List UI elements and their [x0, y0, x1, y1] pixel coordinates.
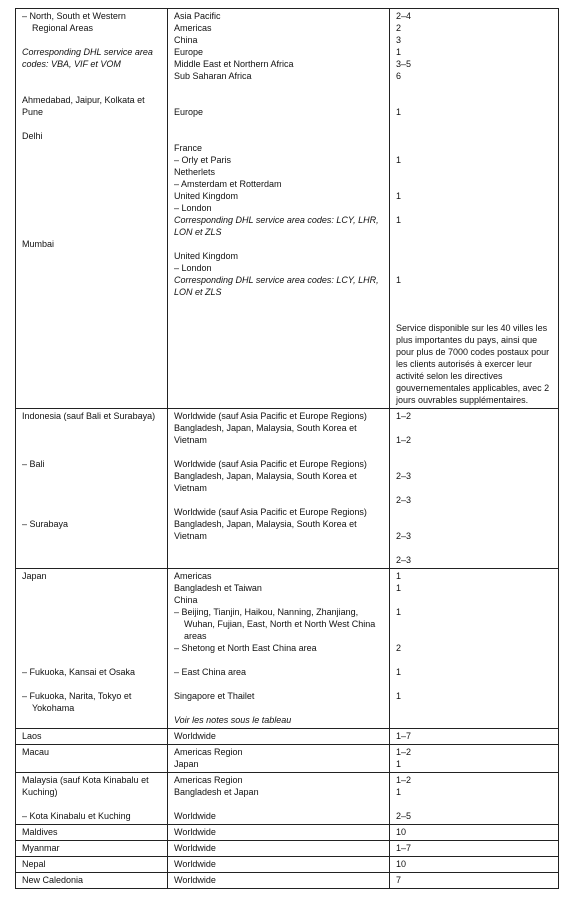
origin-cell: New Caledonia	[16, 873, 168, 889]
destination-line: China	[174, 595, 198, 605]
destination-line: Worldwide (sauf Asia Pacific et Europe Regions)	[174, 411, 367, 421]
origin-line: – North, South et Western	[22, 11, 126, 21]
destination-cell: Worldwide	[168, 825, 390, 841]
days-value: 1	[396, 691, 402, 701]
destination-line: Europe	[174, 107, 204, 117]
destination-line: – Amsterdam et Rotterdam	[174, 179, 282, 189]
destination-line: Bangladesh et Taiwan	[174, 583, 262, 593]
destination-cell	[168, 773, 390, 825]
table-row-japan	[16, 569, 559, 729]
service-area-note: Corresponding DHL service area codes: LCY, LHR, LON et ZLS	[174, 215, 379, 237]
days-value: 1	[396, 47, 402, 57]
days-value: 2–4	[396, 11, 412, 21]
days-value: 1	[396, 571, 402, 581]
table-row-nepal	[16, 857, 559, 873]
origin-cell: Myanmar	[16, 841, 168, 857]
destination-cell: Worldwide	[168, 857, 390, 873]
destination-line: Bangladesh, Japan, Malaysia, South Korea et Vietnam	[174, 471, 357, 493]
days-cell: 1–7	[390, 729, 559, 745]
destination-line: Europe	[174, 47, 204, 57]
origin-line: Mumbai	[22, 239, 55, 249]
destination-line: – East China area	[174, 667, 247, 677]
destination-cell: Worldwide	[168, 729, 390, 745]
service-note: Service disponible sur les 40 villes les plus importantes du pays, ainsi que pour plus de 7000 codes postaux pour les clients autorisés à exercer leur activité selon les directives gouvernementales applicables, avec 2 jours ouvrables supplémentaires.	[396, 323, 550, 405]
days-value: 1	[396, 155, 402, 165]
days-cell	[390, 773, 559, 825]
days-value: 2–3	[396, 471, 412, 481]
destination-line: Americas	[174, 571, 212, 581]
destination-line: United Kingdom	[174, 191, 239, 201]
destination-line: Americas Region	[174, 747, 243, 757]
destination-cell: Worldwide	[168, 873, 390, 889]
days-value: 3–5	[396, 59, 412, 69]
destination-cell	[168, 745, 390, 773]
days-value: 2–3	[396, 555, 412, 565]
destination-line: Sub Saharan Africa	[174, 71, 252, 81]
days-value: 2	[396, 23, 402, 33]
destination-line: Worldwide (sauf Asia Pacific et Europe Regions)	[174, 459, 367, 469]
destination-line: – Shetong et North East China area	[174, 643, 317, 653]
table-row-malaysia	[16, 773, 559, 825]
transit-times-table	[15, 8, 559, 889]
origin-line: Malaysia (sauf Kota Kinabalu et Kuching)	[22, 775, 149, 797]
days-value: 6	[396, 71, 402, 81]
days-cell	[390, 569, 559, 729]
origin-line: – Fukuoka, Narita, Tokyo et Yokohama	[22, 691, 132, 713]
origin-line: – Kota Kinabalu et Kuching	[22, 811, 131, 821]
table-row-laos	[16, 729, 559, 745]
origin-line: Regional Areas	[32, 23, 94, 33]
table-row-maldives	[16, 825, 559, 841]
destination-line: Asia Pacific	[174, 11, 221, 21]
days-value: 1–2	[396, 747, 412, 757]
days-value: 1	[396, 107, 402, 117]
days-cell	[390, 9, 559, 409]
destination-line: – London	[174, 203, 212, 213]
origin-cell: Laos	[16, 729, 168, 745]
table-row-myanmar	[16, 841, 559, 857]
destination-line: Bangladesh et Japan	[174, 787, 259, 797]
days-value: 2–3	[396, 531, 412, 541]
destination-cell: Worldwide	[168, 841, 390, 857]
origin-line: Japan	[22, 571, 47, 581]
days-cell	[390, 409, 559, 569]
days-value: 2	[396, 643, 402, 653]
origin-cell	[16, 773, 168, 825]
days-cell: 10	[390, 857, 559, 873]
origin-cell: Nepal	[16, 857, 168, 873]
origin-cell: Maldives	[16, 825, 168, 841]
origin-line: – Bali	[22, 459, 45, 469]
days-value: 1	[396, 583, 402, 593]
days-value: 3	[396, 35, 402, 45]
table-row-indonesia	[16, 409, 559, 569]
days-value: 1–2	[396, 775, 412, 785]
days-cell: 7	[390, 873, 559, 889]
days-value: 2–5	[396, 811, 412, 821]
origin-line: – Surabaya	[22, 519, 69, 529]
destination-line: Japan	[174, 759, 199, 769]
destination-line: Worldwide (sauf Asia Pacific et Europe Regions)	[174, 507, 367, 517]
origin-line: Ahmedabad, Jaipur, Kolkata et Pune	[22, 95, 145, 117]
days-cell: 1–7	[390, 841, 559, 857]
table-row-macau	[16, 745, 559, 773]
origin-line: Delhi	[22, 131, 43, 141]
table-row-india	[16, 9, 559, 409]
days-value: 1	[396, 215, 402, 225]
days-value: 1	[396, 191, 402, 201]
service-area-note: Corresponding DHL service area codes: LCY, LHR, LON et ZLS	[174, 275, 379, 297]
days-cell: 10	[390, 825, 559, 841]
destination-line: Singapore et Thailet	[174, 691, 255, 701]
destination-line: China	[174, 35, 198, 45]
origin-cell	[16, 569, 168, 729]
destination-line: United Kingdom	[174, 251, 239, 261]
days-value: 1	[396, 607, 402, 617]
days-value: 1	[396, 275, 402, 285]
destination-line: Middle East et Northern Africa	[174, 59, 294, 69]
origin-line: Indonesia (sauf Bali et Surabaya)	[22, 411, 156, 421]
destination-line: Bangladesh, Japan, Malaysia, South Korea et Vietnam	[174, 423, 357, 445]
days-value: 2–3	[396, 495, 412, 505]
destination-line: Worldwide	[174, 811, 216, 821]
destination-cell	[168, 9, 390, 409]
destination-line: Americas	[174, 23, 212, 33]
destination-cell	[168, 409, 390, 569]
table-row-new-caledonia	[16, 873, 559, 889]
origin-cell: Macau	[16, 745, 168, 773]
destination-line: – Beijing, Tianjin, Haikou, Nanning, Zhanjiang, Wuhan, Fujian, East, North et North West China areas	[174, 607, 376, 641]
destination-line: – Orly et Paris	[174, 155, 232, 165]
days-cell	[390, 745, 559, 773]
days-value: 1–2	[396, 411, 412, 421]
days-value: 1–2	[396, 435, 412, 445]
destination-line: France	[174, 143, 203, 153]
origin-cell	[16, 9, 168, 409]
destination-line: Netherlets	[174, 167, 216, 177]
destination-line: Bangladesh, Japan, Malaysia, South Korea et Vietnam	[174, 519, 357, 541]
days-value: 1	[396, 787, 402, 797]
see-notes: Voir les notes sous le tableau	[174, 715, 292, 725]
destination-line: – London	[174, 263, 212, 273]
destination-cell	[168, 569, 390, 729]
origin-line: – Fukuoka, Kansai et Osaka	[22, 667, 136, 677]
destination-line: Americas Region	[174, 775, 243, 785]
service-area-note: Corresponding DHL service area codes: VBA, VIF et VOM	[22, 47, 153, 69]
days-value: 1	[396, 759, 402, 769]
days-value: 1	[396, 667, 402, 677]
origin-cell	[16, 409, 168, 569]
